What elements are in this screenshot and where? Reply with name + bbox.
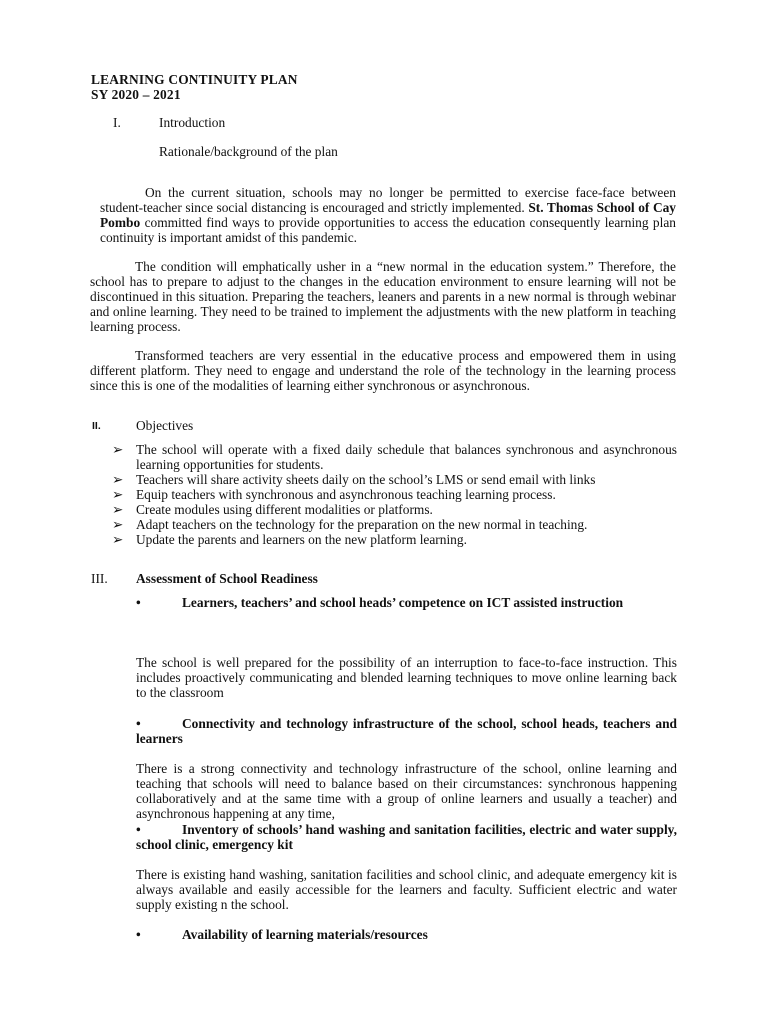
title-line-1: LEARNING CONTINUITY PLAN — [91, 72, 298, 87]
rationale-paragraph-3: Transformed teachers are very essential in the educative process and empowered them in using different platform. They need to engage and understand the role of the technology in the learning process since this is one of the modalities of learning either synchronous or asynchronous. — [90, 348, 676, 393]
document-title — [91, 72, 298, 102]
objective-item: ➢ Equip teachers with synchronous and asynchronous teaching learning process. — [112, 487, 556, 502]
bullet-icon: • — [136, 716, 141, 731]
objective-item: ➢ Teachers will share activity sheets daily on the school’s LMS or send email with links — [112, 472, 596, 487]
readiness-item-2-title: • Connectivity and technology infrastructure of the school, school heads, teachers and learners — [136, 716, 677, 746]
objective-item: ➢ Create modules using different modalities or platforms. — [112, 502, 433, 517]
section-1-numeral: I. — [113, 115, 121, 130]
readiness-item-3-title: • Inventory of schools’ hand washing and sanitation facilities, electric and water supply, school clinic, emergency kit — [136, 822, 677, 852]
bullet-icon: • — [136, 927, 141, 942]
arrow-bullet-icon: ➢ — [112, 487, 124, 502]
rationale-p1-text-b: committed find ways to provide opportunities to access the education consequently learning plan continuity is important amidst of this pandemic. — [100, 215, 676, 245]
section-1-heading: Introduction — [159, 115, 226, 130]
arrow-bullet-icon: ➢ — [112, 472, 124, 487]
rationale-p1-text-a: On the current situation, schools may no longer be permitted to exercise face-face between student-teacher since social distancing is encouraged and strictly implemented. — [100, 185, 676, 215]
arrow-bullet-icon: ➢ — [112, 532, 124, 547]
section-2-numeral: II. — [92, 420, 101, 432]
readiness-item-4-title: • Availability of learning materials/resources — [136, 927, 428, 942]
arrow-bullet-icon: ➢ — [112, 502, 124, 517]
arrow-bullet-icon: ➢ — [112, 517, 124, 532]
bullet-icon: • — [136, 595, 141, 610]
readiness-item-2-text: There is a strong connectivity and technology infrastructure of the school, online learning and teaching that schools will need to balance based on their circumstances: synchronous happening collaboratively and at the same time with a group of online learners and usually a teacher) and asynchronous happening at any time, — [136, 761, 677, 821]
title-line-2: SY 2020 – 2021 — [91, 87, 181, 102]
objectives-list — [112, 442, 677, 547]
rationale-paragraph-1 — [100, 185, 676, 245]
section-3-heading: Assessment of School Readiness — [136, 571, 318, 586]
readiness-item-1-title: • Learners, teachers’ and school heads’ competence on ICT assisted instruction — [136, 595, 624, 610]
arrow-bullet-icon: ➢ — [112, 442, 124, 457]
section-3-numeral: III. — [91, 571, 108, 586]
readiness-item-1-text: The school is well prepared for the possibility of an interruption to face-to-face instruction. This includes proactively communicating and blended learning techniques to move online learning back to the classroom — [136, 655, 677, 700]
objective-item: ➢ Adapt teachers on the technology for the preparation on the new normal in teaching. — [112, 517, 588, 532]
objective-item: ➢ The school will operate with a fixed daily schedule that balances synchronous and asynchronous learning opportunities for students. — [112, 442, 677, 472]
bullet-icon: • — [136, 822, 141, 837]
readiness-item-3-text: There is existing hand washing, sanitation facilities and school clinic, and adequate emergency kit is always available and easily accessible for the learners and faculty. Sufficient electric and water supply existing n the school. — [136, 867, 677, 912]
objective-item: ➢ Update the parents and learners on the new platform learning. — [112, 532, 467, 547]
section-2-heading: Objectives — [136, 418, 194, 433]
school-name: St. Thomas School of Cay Pombo — [100, 200, 677, 230]
section-1-subheading: Rationale/background of the plan — [159, 144, 338, 159]
rationale-paragraph-2: The condition will emphatically usher in a “new normal in the education system.” Therefore, the school has to prepare to adjust to the changes in the education environment to ensure learning will not be discontinued in this situation. Preparing the teachers, leaners and parents in a new normal is through webinar and online learning. They need to be trained to implement the adjustments with the new platform in teaching learning process. — [90, 259, 676, 334]
